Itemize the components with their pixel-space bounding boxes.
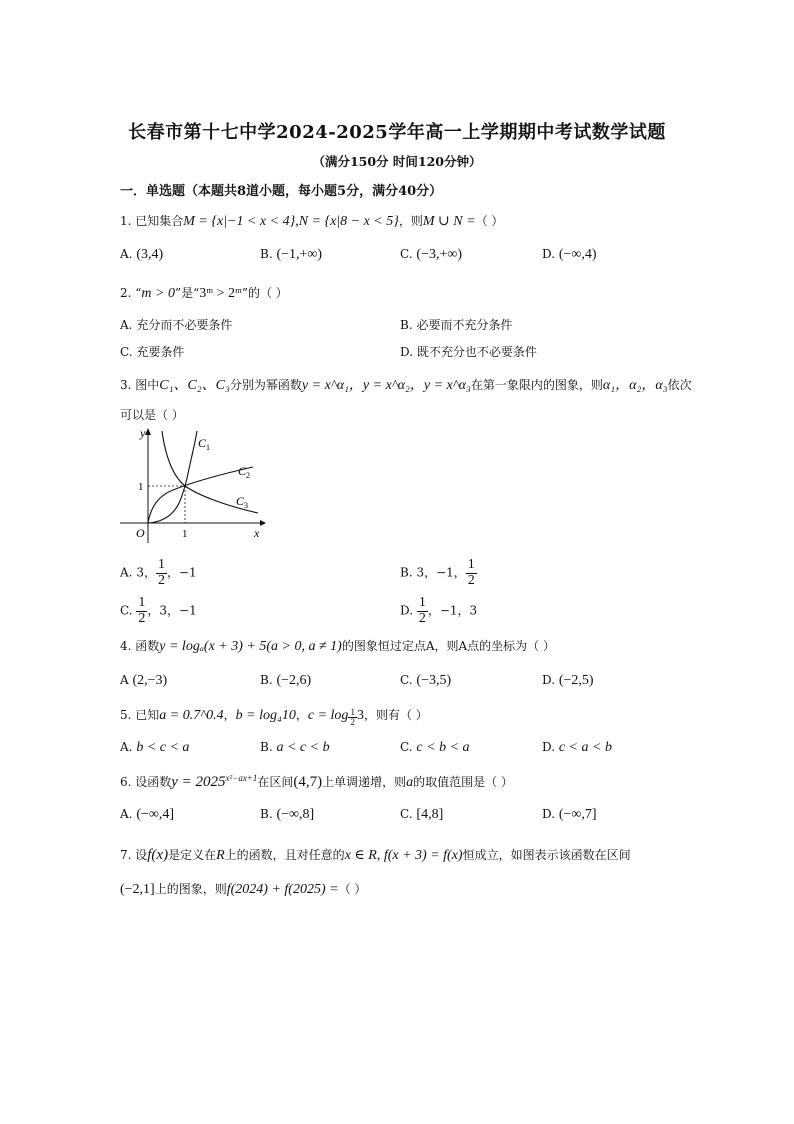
label-one-x: 1 (182, 528, 188, 540)
label-c1 (198, 436, 210, 452)
q7-blank: （ ） (338, 882, 367, 896)
q3-params: α₁，α₂，α₃ (602, 378, 668, 393)
label-c2-sub: 2 (246, 471, 251, 480)
q7-text1: 是定义在 (168, 848, 217, 862)
option-label: C. (400, 673, 413, 687)
question-7-line2 (120, 880, 366, 898)
option-value: 必要而不充分条件 (416, 318, 513, 332)
frac-den: 2 (138, 610, 146, 626)
q4-option-c[interactable] (400, 673, 451, 689)
option-label: A. (120, 807, 133, 821)
frac-den: 2 (350, 717, 355, 727)
q1-option-b[interactable] (260, 247, 322, 263)
q5-sep1: ， (223, 708, 236, 722)
q3-line2: 可以是（ ） (120, 408, 184, 422)
q6-prefix: 6. 设函数 (120, 775, 172, 789)
q4-option-a[interactable] (120, 673, 167, 689)
q3-option-a[interactable] (120, 558, 197, 588)
option-label: B. (260, 247, 273, 261)
q6-exp: x²−ax+1 (225, 773, 258, 783)
label-y: y (140, 426, 146, 440)
q5-prefix: 5. 已知 (120, 708, 160, 722)
q6-option-c[interactable] (400, 807, 443, 823)
option-value: (−1,+∞) (276, 247, 323, 262)
option-value: (−2,6) (276, 673, 312, 688)
q6-var: a (406, 775, 414, 790)
q2-option-a[interactable] (120, 316, 232, 333)
option-value: (−∞,4] (136, 807, 175, 822)
q1-option-c[interactable] (400, 247, 462, 263)
option-label: D. (400, 345, 414, 359)
option-value: (−∞,7] (558, 807, 597, 822)
q2-cond2: 3ᵐ > 2ᵐ (199, 286, 242, 301)
label-one-y: 1 (138, 481, 144, 493)
option-text: 3，−1， (416, 565, 466, 580)
label-x: x (254, 526, 260, 540)
q5-option-d[interactable] (542, 740, 612, 756)
q5-b: b = log₄10 (235, 708, 296, 723)
option-label: C. (400, 807, 413, 821)
option-value: (−∞,8] (276, 807, 315, 822)
option-label: C. (120, 345, 133, 359)
option-label: B. (260, 740, 273, 754)
q7-interval: (−2,1] (120, 882, 155, 897)
curve-c1 (148, 431, 197, 523)
q5-log-base (348, 708, 357, 728)
q1-sep: , (295, 214, 299, 229)
option-text: ，−1 (166, 565, 197, 580)
option-value: 充分而不必要条件 (136, 318, 233, 332)
option-text: ，−1，3 (427, 603, 478, 618)
q1-prefix: 1. 已知集合 (120, 214, 184, 228)
q3-option-b[interactable] (400, 558, 477, 588)
fraction (417, 596, 428, 626)
q3-text1: 分别为幂函数 (229, 378, 302, 392)
q2-cond: m > 0 (141, 286, 175, 301)
option-label: A. (120, 247, 133, 261)
q4-option-b[interactable] (260, 673, 311, 689)
q2-prefix: 2. “ (120, 286, 142, 300)
q4-option-d[interactable] (542, 673, 594, 689)
q7-fx: f(x) (147, 847, 169, 863)
option-label: C. (400, 247, 413, 261)
option-label: D. (542, 673, 556, 687)
question-2 (120, 284, 288, 302)
page-subtitle: （满分150分 时间120分钟） (312, 154, 482, 169)
q7-text3: 恒成立，如图表示该函数在区间 (462, 848, 631, 862)
frac-num: 1 (467, 557, 475, 572)
q1-blank: （ ） (475, 214, 504, 228)
q7-text2: 上的函数，且对任意的 (224, 848, 345, 862)
q5-sep2: ， (295, 708, 308, 722)
q6-interval: (4,7) (293, 774, 323, 790)
option-label: A (120, 673, 129, 687)
x-axis-arrow (260, 520, 266, 526)
y-axis-arrow (145, 428, 151, 435)
question-1 (120, 212, 503, 230)
q2-option-d[interactable] (400, 343, 537, 360)
option-label: D. (542, 807, 556, 821)
option-text: 3， (136, 565, 156, 580)
frac-den: 2 (467, 572, 475, 588)
q1-option-a[interactable] (120, 247, 163, 263)
question-4 (120, 637, 555, 655)
option-label: B. (400, 318, 413, 332)
option-value: (2,−3) (132, 673, 168, 688)
label-c1-letter: C (198, 436, 207, 450)
q7-expr: f(2024) + f(2025) = (226, 882, 339, 897)
question-7 (120, 846, 631, 864)
q5-option-b[interactable] (260, 740, 330, 756)
frac-den: 2 (418, 610, 426, 626)
option-label: B. (260, 807, 273, 821)
label-c3 (236, 494, 248, 510)
option-value: (−3,+∞) (416, 247, 463, 262)
q1-set-n: N = {x|8 − x < 5} (298, 214, 399, 229)
q1-set-m: M = {x|−1 < x < 4} (183, 214, 296, 229)
q2-option-c[interactable] (120, 343, 184, 360)
section-heading: 一．单选题（本题共8道小题，每小题5分，满分40分） (120, 184, 443, 199)
q6-suffix: 的取值范围是（ ） (413, 775, 513, 789)
frac-num: 1 (418, 595, 426, 610)
option-value: (−∞,4) (558, 247, 597, 262)
option-label: D. (542, 247, 556, 261)
q6-func: y = 2025 (171, 774, 226, 790)
q1-suffix: ，则 (398, 214, 423, 228)
option-value: 充要条件 (136, 345, 185, 359)
option-value: c < b < a (416, 740, 470, 755)
q2-mid: ”是“ (174, 286, 200, 300)
label-origin: O (136, 526, 145, 540)
option-value: (3,4) (136, 247, 164, 262)
option-label: B. (260, 673, 273, 687)
option-value: b < c < a (136, 740, 190, 755)
frac-num: 1 (138, 595, 146, 610)
fraction (156, 558, 167, 588)
fraction (136, 596, 147, 626)
q6-mid2: 上单调递增，则 (322, 775, 407, 789)
option-label: A. (120, 740, 133, 754)
q7-cond: x ∈ R, f(x + 3) = f(x) (344, 848, 463, 863)
q4-prefix: 4. 函数 (120, 639, 160, 653)
q6-mid: 在区间 (257, 775, 294, 789)
q5-c: c = log (307, 708, 349, 723)
option-label: D. (400, 603, 414, 618)
option-label: A. (120, 565, 133, 580)
q3-prefix: 3. 图中 (120, 378, 160, 392)
question-6 (120, 773, 513, 791)
q3-option-d[interactable] (400, 596, 477, 626)
option-value: a < c < b (276, 740, 330, 755)
q6-option-d[interactable] (542, 807, 597, 823)
q5-c-arg: 3 (356, 708, 364, 723)
label-c2-letter: C (238, 464, 247, 478)
label-c2 (238, 464, 250, 480)
option-value: [4,8] (416, 807, 444, 822)
option-label: B. (400, 565, 413, 580)
power-function-graph (118, 425, 268, 545)
q5-option-c[interactable] (400, 740, 470, 756)
q2-option-b[interactable] (400, 316, 512, 333)
option-value: c < a < b (558, 740, 612, 755)
q6-option-b[interactable] (260, 807, 314, 823)
option-label: A. (120, 318, 133, 332)
q5-a: a = 0.7^0.4 (159, 708, 224, 723)
q3-option-c[interactable] (120, 596, 197, 626)
page-title: 长春市第十七中学2024-2025学年高一上学期期中考试数学试题 (128, 122, 666, 143)
q4-func: y = logₐ(x + 3) + 5(a > 0, a ≠ 1) (159, 639, 342, 654)
q5-suffix: ，则有（ ） (363, 708, 428, 722)
q3-funcs: y = x^α₁，y = x^α₂，y = x^α₃ (301, 378, 471, 393)
q5-option-a[interactable] (120, 740, 189, 756)
option-label: C. (400, 740, 413, 754)
q1-expr: M ∪ N = (422, 214, 476, 229)
label-c3-letter: C (236, 494, 245, 508)
option-label: D. (542, 740, 556, 754)
q3-text3: 依次 (667, 378, 692, 392)
q3-curves: C₁、C₂、C₃ (159, 378, 230, 393)
frac-num: 1 (350, 706, 355, 717)
q6-option-a[interactable] (120, 807, 174, 823)
q3-text2: 在第一象限内的图象，则 (470, 378, 603, 392)
fraction (466, 558, 477, 588)
option-value: (−2,5) (558, 673, 594, 688)
q7-r: R (216, 848, 225, 863)
question-3 (120, 374, 692, 394)
question-5 (120, 706, 428, 727)
option-label: C. (120, 603, 133, 618)
option-text: ，3，−1 (147, 603, 197, 618)
option-value: 既不充分也不必要条件 (416, 345, 537, 359)
q7-text4: 上的图象，则 (154, 882, 227, 896)
q7-prefix: 7. 设 (120, 848, 148, 862)
frac-num: 1 (157, 557, 165, 572)
q1-option-d[interactable] (542, 247, 597, 263)
q2-suffix: ”的（ ） (241, 286, 288, 300)
label-c1-sub: 1 (206, 443, 211, 452)
option-value: (−3,5) (416, 673, 452, 688)
label-c3-sub: 3 (244, 501, 249, 510)
q4-suffix: 的图象恒过定点A，则A点的坐标为（ ） (341, 639, 555, 653)
frac-den: 2 (157, 572, 165, 588)
